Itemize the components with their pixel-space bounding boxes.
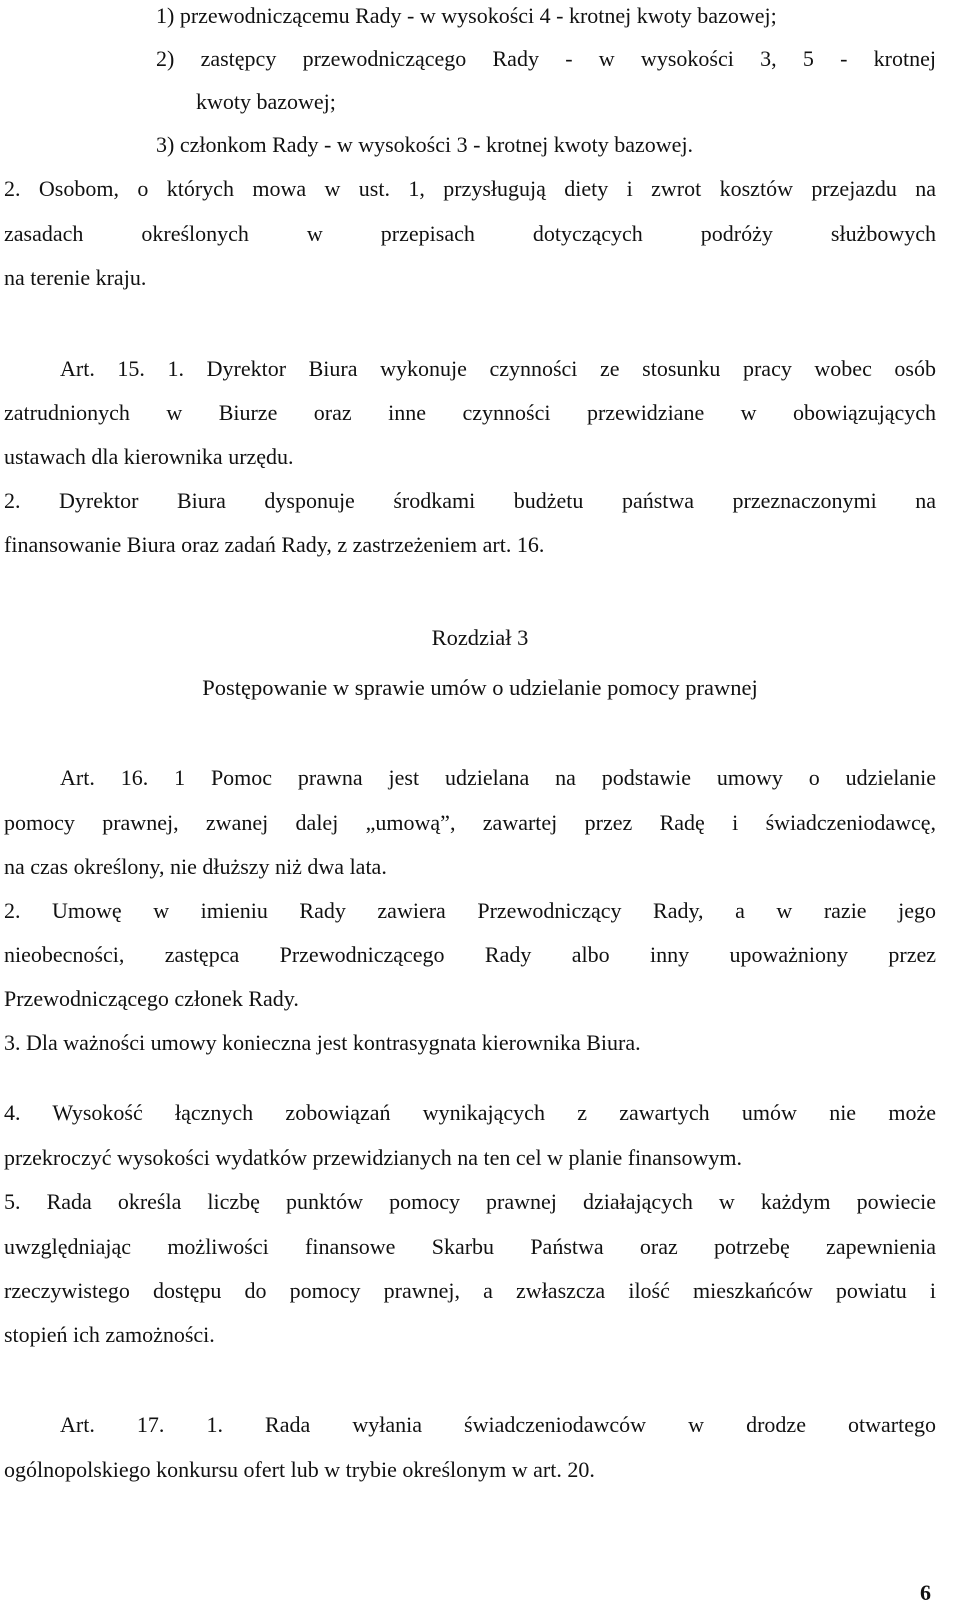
paragraph-line: 2. Umowę w imieniu Rady zawiera Przewodniczący Rady, a w razie jego bbox=[4, 898, 936, 923]
paragraph-line: 3. Dla ważności umowy konieczna jest kontrasygnata kierownika Biura. bbox=[4, 1030, 641, 1055]
page-number: 6 bbox=[920, 1580, 931, 1605]
paragraph-line: finansowanie Biura oraz zadań Rady, z zastrzeżeniem art. 16. bbox=[4, 532, 545, 557]
article-heading-line: Art. 17. 1. Rada wyłania świadczeniodawców w drodze otwartego bbox=[60, 1412, 936, 1437]
paragraph-line: zatrudnionych w Biurze oraz inne czynności przewidziane w obowiązujących bbox=[4, 400, 936, 425]
paragraph-line: 2. Dyrektor Biura dysponuje środkami budżetu państwa przeznaczonymi na bbox=[4, 488, 936, 513]
paragraph-line: uwzględniając możliwości finansowe Skarbu Państwa oraz potrzebę zapewnienia bbox=[4, 1234, 936, 1259]
paragraph-line: przekroczyć wysokości wydatków przewidzianych na ten cel w planie finansowym. bbox=[4, 1145, 742, 1170]
list-item-2-continuation: kwoty bazowej; bbox=[196, 89, 336, 114]
paragraph-line: 2. Osobom, o których mowa w ust. 1, przysługują diety i zwrot kosztów przejazdu na bbox=[4, 176, 936, 201]
paragraph-line: Przewodniczącego członek Rady. bbox=[4, 986, 299, 1011]
paragraph-line: 5. Rada określa liczbę punktów pomocy prawnej działających w każdym powiecie bbox=[4, 1189, 936, 1214]
paragraph-line: stopień ich zamożności. bbox=[4, 1322, 215, 1347]
paragraph-line: na czas określony, nie dłuższy niż dwa lata. bbox=[4, 854, 387, 879]
article-heading-line: Art. 16. 1 Pomoc prawna jest udzielana na podstawie umowy o udzielanie bbox=[60, 765, 936, 790]
paragraph-line: nieobecności, zastępca Przewodniczącego Rady albo inny upoważniony przez bbox=[4, 942, 936, 967]
list-item-2: 2) zastępcy przewodniczącego Rady - w wysokości 3, 5 - krotnej bbox=[156, 46, 936, 71]
paragraph-line: 4. Wysokość łącznych zobowiązań wynikających z zawartych umów nie może bbox=[4, 1100, 936, 1125]
paragraph-line: ustawach dla kierownika urzędu. bbox=[4, 444, 294, 469]
paragraph-line: rzeczywistego dostępu do pomocy prawnej, a zwłaszcza ilość mieszkańców powiatu i bbox=[4, 1278, 936, 1303]
article-heading-line: Art. 15. 1. Dyrektor Biura wykonuje czynności ze stosunku pracy wobec osób bbox=[60, 356, 936, 381]
paragraph-line: ogólnopolskiego konkursu ofert lub w trybie określonym w art. 20. bbox=[4, 1457, 595, 1482]
chapter-number: Rozdział 3 bbox=[431, 625, 529, 650]
list-item-1: 1) przewodniczącemu Rady - w wysokości 4 - krotnej kwoty bazowej; bbox=[156, 3, 777, 28]
paragraph-line: na terenie kraju. bbox=[4, 265, 147, 290]
paragraph-line: zasadach określonych w przepisach dotyczących podróży służbowych bbox=[4, 221, 936, 246]
list-item-3: 3) członkom Rady - w wysokości 3 - krotnej kwoty bazowej. bbox=[156, 132, 694, 157]
paragraph-line: pomocy prawnej, zwanej dalej „umową”, zawartej przez Radę i świadczeniodawcę, bbox=[4, 810, 936, 835]
chapter-title: Postępowanie w sprawie umów o udzielanie pomocy prawnej bbox=[202, 675, 758, 700]
